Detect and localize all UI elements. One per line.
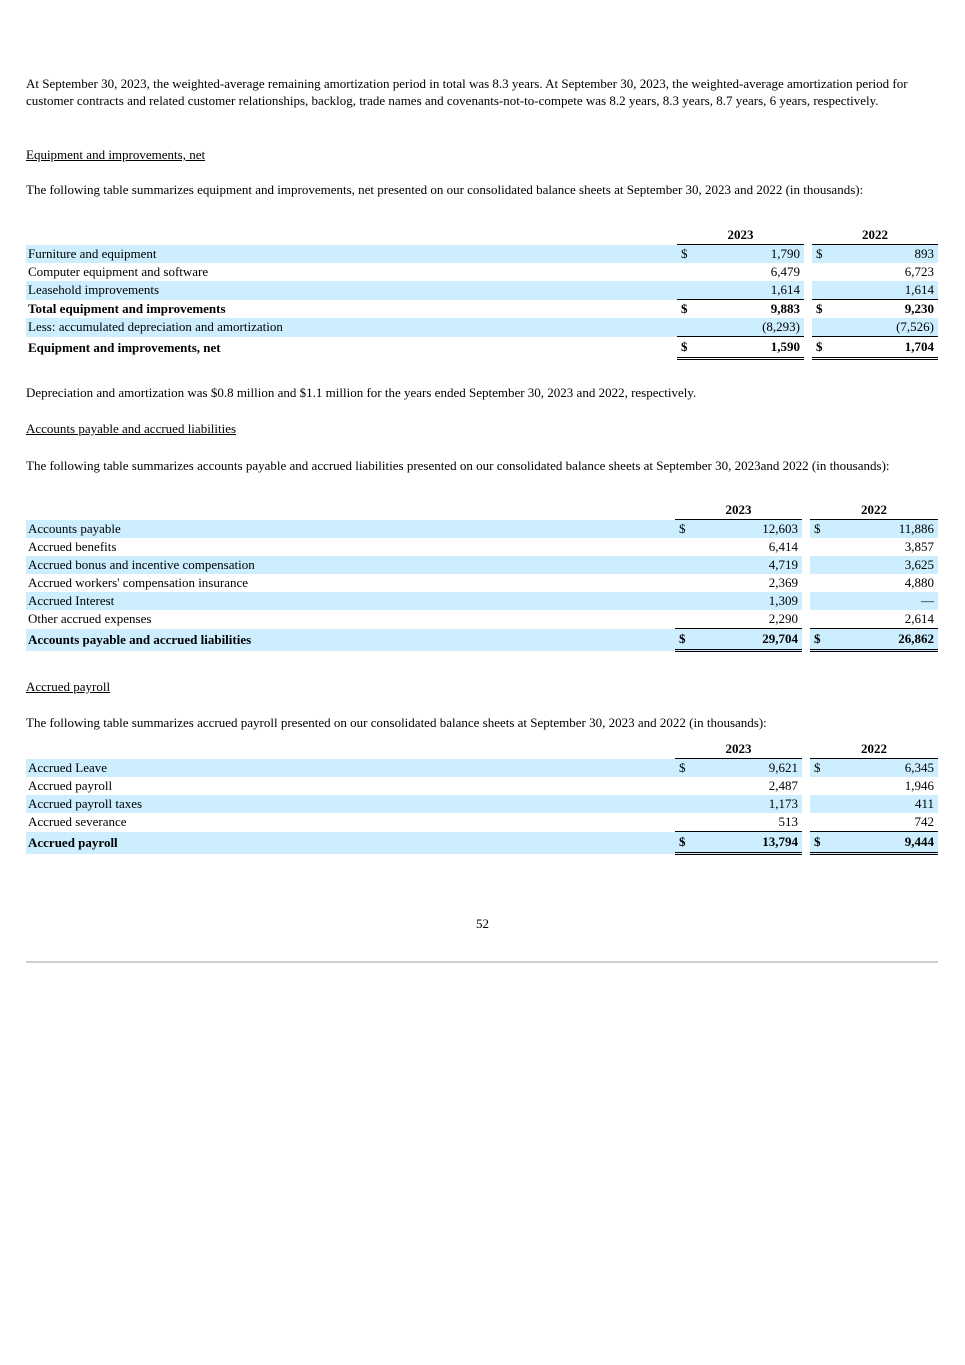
row-label: Accrued workers' compensation insurance: [28, 575, 249, 590]
table-row: [26, 318, 938, 337]
value-2022: (7,526): [836, 318, 938, 337]
value-2022: 6,723: [904, 264, 934, 279]
value-2022: 1,946: [904, 778, 934, 793]
table-header-row: [26, 501, 938, 520]
value-2022: 26,862: [834, 629, 938, 651]
currency-symbol: $: [675, 629, 702, 651]
payroll-heading: Accrued payroll: [26, 679, 111, 694]
column-header-2023: 2023: [675, 740, 802, 759]
payables-intro: The following table summarizes accounts payable and accrued liabilities presented on our consolidated balance sheets at September 30, 2023and 2022 (in thousands):: [26, 458, 890, 473]
value-2023: 6,479: [770, 264, 800, 279]
row-label: Less: accumulated depreciation and amortization: [26, 318, 677, 337]
row-label: Accrued payroll: [28, 778, 113, 793]
table-row: [26, 610, 938, 629]
column-header-2022: 2022: [810, 740, 938, 759]
value-2023: 1,173: [702, 795, 802, 813]
currency-symbol: $: [810, 520, 834, 539]
currency-symbol: $: [677, 245, 704, 264]
column-header-2023: 2023: [677, 226, 804, 245]
value-2023: 2,290: [768, 611, 798, 626]
value-2023: 4,719: [702, 556, 802, 574]
currency-symbol: [675, 610, 702, 629]
currency-symbol: [810, 777, 834, 795]
row-label: Accounts payable: [26, 520, 675, 539]
value-2022: 6,345: [834, 759, 938, 778]
row-label: Total equipment and improvements: [28, 300, 226, 316]
currency-symbol: [810, 556, 834, 574]
value-2023: 1,614: [704, 281, 804, 300]
currency-symbol: [675, 574, 702, 592]
value-2023: 1,590: [704, 337, 804, 359]
value-2022: 3,625: [834, 556, 938, 574]
row-label: Furniture and equipment: [26, 245, 677, 264]
table-row: [26, 245, 938, 264]
column-header-2022: 2022: [810, 501, 938, 520]
value-2023: 13,794: [702, 832, 802, 854]
value-2023: 9,621: [702, 759, 802, 778]
row-label: Accrued benefits: [28, 539, 117, 554]
currency-symbol: $: [675, 759, 702, 778]
currency-symbol: $: [675, 520, 702, 539]
currency-symbol: [675, 556, 702, 574]
currency-symbol: $: [812, 245, 836, 264]
table-row-total: [26, 300, 938, 319]
currency-symbol: [810, 813, 834, 832]
row-label: Leasehold improvements: [26, 281, 677, 300]
currency-symbol: [810, 592, 834, 610]
currency-symbol: [675, 813, 702, 832]
currency-symbol: $: [812, 300, 836, 319]
table-row: [26, 592, 938, 610]
value-2023: 9,883: [704, 300, 804, 319]
value-2022: 3,857: [904, 539, 934, 554]
value-2022: 9,230: [836, 300, 938, 319]
value-2023: 6,414: [768, 539, 798, 554]
currency-symbol: $: [812, 337, 836, 359]
currency-symbol: [675, 777, 702, 795]
intro-paragraph: At September 30, 2023, the weighted-average remaining amortization period in total was 8.3 years. At September 30, 2023, the weighted-average amortization period for customer contracts and related customer relationships, backlog, trade names and covenants-not-to-compete was 8.2 years, 8.3 years, 8.7 years, 6 years, respectively.: [26, 76, 908, 108]
currency-symbol: $: [677, 337, 704, 359]
table-row-total: [26, 629, 938, 651]
currency-symbol: [810, 610, 834, 629]
table-row: [26, 520, 938, 539]
value-2023: 513: [778, 814, 798, 829]
currency-symbol: $: [810, 832, 834, 854]
value-2023: 1,790: [704, 245, 804, 264]
currency-symbol: $: [675, 832, 702, 854]
row-label: Equipment and improvements, net: [28, 339, 221, 355]
table-row: [26, 813, 938, 832]
column-header-2022: 2022: [812, 226, 938, 245]
value-2023: 2,487: [768, 778, 798, 793]
table-row: [26, 263, 938, 281]
currency-symbol: [810, 538, 834, 556]
table-row: [26, 281, 938, 300]
equipment-table: [26, 226, 938, 360]
table-row-total: [26, 832, 938, 854]
currency-symbol: [677, 263, 704, 281]
table-row: [26, 556, 938, 574]
payroll-intro: The following table summarizes accrued payroll presented on our consolidated balance sheets at September 30, 2023 and 2022 (in thousands):: [26, 715, 767, 730]
row-label: Accrued Leave: [26, 759, 675, 778]
currency-symbol: [675, 538, 702, 556]
currency-symbol: $: [810, 759, 834, 778]
row-label: Accrued payroll taxes: [26, 795, 675, 813]
value-2022: 2,614: [904, 611, 934, 626]
currency-symbol: [812, 281, 836, 300]
value-2022: 893: [836, 245, 938, 264]
row-label: Accounts payable and accrued liabilities: [26, 629, 675, 651]
currency-symbol: [812, 263, 836, 281]
column-header-2023: 2023: [675, 501, 802, 520]
currency-symbol: [677, 318, 704, 337]
row-label: Accrued Interest: [26, 592, 675, 610]
value-2022: 4,880: [904, 575, 934, 590]
payables-table: [26, 501, 938, 652]
value-2023: (8,293): [704, 318, 804, 337]
value-2022: 9,444: [834, 832, 938, 854]
table-row: [26, 795, 938, 813]
payables-heading: Accounts payable and accrued liabilities: [26, 421, 237, 436]
equipment-intro: The following table summarizes equipment and improvements, net presented on our consolidated balance sheets at September 30, 2023 and 2022 (in thousands):: [26, 182, 864, 197]
value-2022: 1,704: [836, 337, 938, 359]
currency-symbol: [810, 795, 834, 813]
row-label: Accrued payroll: [26, 832, 675, 854]
value-2023: 12,603: [702, 520, 802, 539]
table-header-row: [26, 740, 938, 759]
value-2022: 742: [914, 814, 934, 829]
equipment-heading: Equipment and improvements, net: [26, 147, 206, 162]
table-row-total: [26, 337, 938, 359]
table-header-row: [26, 226, 938, 245]
row-label: Computer equipment and software: [28, 264, 209, 279]
currency-symbol: $: [810, 629, 834, 651]
currency-symbol: $: [677, 300, 704, 319]
row-label: Accrued severance: [28, 814, 127, 830]
value-2022: 11,886: [834, 520, 938, 539]
page-number: 52: [476, 916, 489, 931]
currency-symbol: [677, 281, 704, 300]
value-2023: 29,704: [702, 629, 802, 651]
table-row: [26, 574, 938, 592]
currency-symbol: [810, 574, 834, 592]
payroll-table: [26, 740, 938, 855]
currency-symbol: [675, 795, 702, 813]
value-2023: 1,309: [702, 592, 802, 610]
page-divider: [26, 961, 938, 963]
table-row: [26, 777, 938, 795]
value-2022: 1,614: [836, 281, 938, 300]
table-row: [26, 759, 938, 778]
row-label: Other accrued expenses: [28, 611, 152, 627]
depreciation-note: Depreciation and amortization was $0.8 million and $1.1 million for the years ended September 30, 2023 and 2022, respectively.: [26, 385, 697, 400]
value-2023: 2,369: [768, 575, 798, 590]
currency-symbol: [812, 318, 836, 337]
row-label: Accrued bonus and incentive compensation: [26, 556, 675, 574]
value-2022: —: [834, 592, 938, 610]
value-2022: 411: [834, 795, 938, 813]
table-row: [26, 538, 938, 556]
currency-symbol: [675, 592, 702, 610]
